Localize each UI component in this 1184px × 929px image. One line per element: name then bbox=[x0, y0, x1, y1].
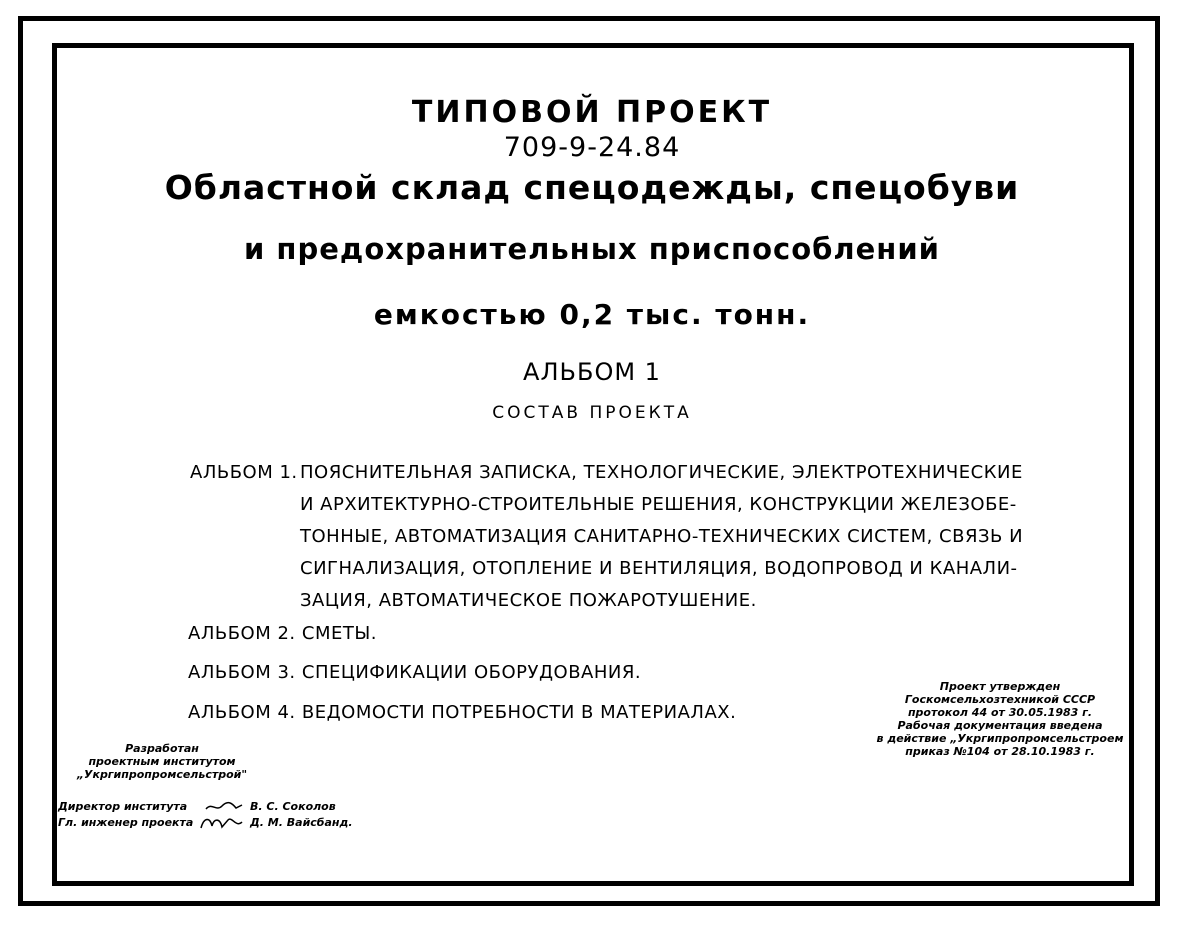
album-1-label: АЛЬБОМ 1. bbox=[190, 462, 298, 483]
project-number: 709-9-24.84 bbox=[503, 132, 681, 163]
developer-block bbox=[62, 742, 262, 781]
approval-line: Рабочая документация введена bbox=[897, 719, 1103, 732]
developer-line: Разработан bbox=[125, 742, 199, 755]
album-1-entry bbox=[190, 462, 1024, 622]
album-3-text: СПЕЦИФИКАЦИИ ОБОРУДОВАНИЯ. bbox=[301, 662, 642, 683]
album-1-line: СИГНАЛИЗАЦИЯ, ОТОПЛЕНИЕ И ВЕНТИЛЯЦИЯ, ВОДОПРОВОД И КАНАЛИ- bbox=[300, 558, 1018, 579]
project-name-line-1: Областной склад спецодежды, спецобуви bbox=[164, 168, 1020, 207]
signature-name: Д. М. Вайсбанд. bbox=[250, 816, 353, 829]
album-4-label: АЛЬБОМ 4. bbox=[188, 702, 296, 723]
signature-block bbox=[58, 800, 353, 832]
handwritten-signature-icon bbox=[198, 814, 248, 832]
composition-heading: СОСТАВ ПРОЕКТА bbox=[492, 403, 692, 423]
album-2-label: АЛЬБОМ 2. bbox=[188, 623, 296, 644]
approval-line: Госкомсельхозтехникой СССР bbox=[904, 693, 1096, 706]
signature-name: В. С. Соколов bbox=[250, 800, 336, 813]
approval-line: приказ №104 от 28.10.1983 г. bbox=[905, 745, 1095, 758]
handwritten-signature-icon bbox=[204, 800, 244, 814]
album-2-text: СМЕТЫ. bbox=[301, 623, 377, 644]
signature-row bbox=[58, 816, 353, 832]
album-3-label: АЛЬБОМ 3. bbox=[188, 662, 296, 683]
album-4-text: ВЕДОМОСТИ ПОТРЕБНОСТИ В МАТЕРИАЛАХ. bbox=[301, 702, 737, 723]
album-1-line: ПОЯСНИТЕЛЬНАЯ ЗАПИСКА, ТЕХНОЛОГИЧЕСКИЕ, ЭЛЕКТРОТЕХНИЧЕСКИЕ bbox=[300, 462, 1023, 483]
project-name-line-3: емкостью 0,2 тыс. тонн. bbox=[373, 298, 811, 331]
album-4-entry bbox=[188, 702, 736, 723]
album-1-line: ЗАЦИЯ, АВТОМАТИЧЕСКОЕ ПОЖАРОТУШЕНИЕ. bbox=[300, 590, 757, 611]
album-1-line: И АРХИТЕКТУРНО-СТРОИТЕЛЬНЫЕ РЕШЕНИЯ, КОНСТРУКЦИИ ЖЕЛЕЗОБЕ- bbox=[300, 494, 1017, 515]
album-1-description bbox=[300, 462, 1024, 622]
approval-line: протокол 44 от 30.05.1983 г. bbox=[907, 706, 1093, 719]
signature-row bbox=[58, 800, 336, 816]
signature-role: Директор института bbox=[58, 800, 188, 813]
album-1-line: ТОННЫЕ, АВТОМАТИЗАЦИЯ САНИТАРНО-ТЕХНИЧЕСКИХ СИСТЕМ, СВЯЗЬ И bbox=[300, 526, 1024, 547]
signature-role: Гл. инженер проекта bbox=[58, 816, 194, 829]
approval-line: в действие „Укргипропромсельстроем bbox=[876, 732, 1124, 745]
album-3-entry bbox=[188, 662, 641, 683]
album-2-entry bbox=[188, 623, 377, 644]
project-name-line-2: и предохранительных приспособлений bbox=[244, 232, 940, 266]
document-type-title: ТИПОВОЙ ПРОЕКТ bbox=[411, 95, 773, 130]
approval-block bbox=[870, 680, 1130, 758]
album-heading: АЛЬБОМ 1 bbox=[523, 358, 661, 386]
developer-line: „Укргипропромсельстрой" bbox=[76, 768, 248, 781]
approval-line: Проект утвержден bbox=[939, 680, 1061, 693]
developer-line: проектным институтом bbox=[88, 755, 236, 768]
